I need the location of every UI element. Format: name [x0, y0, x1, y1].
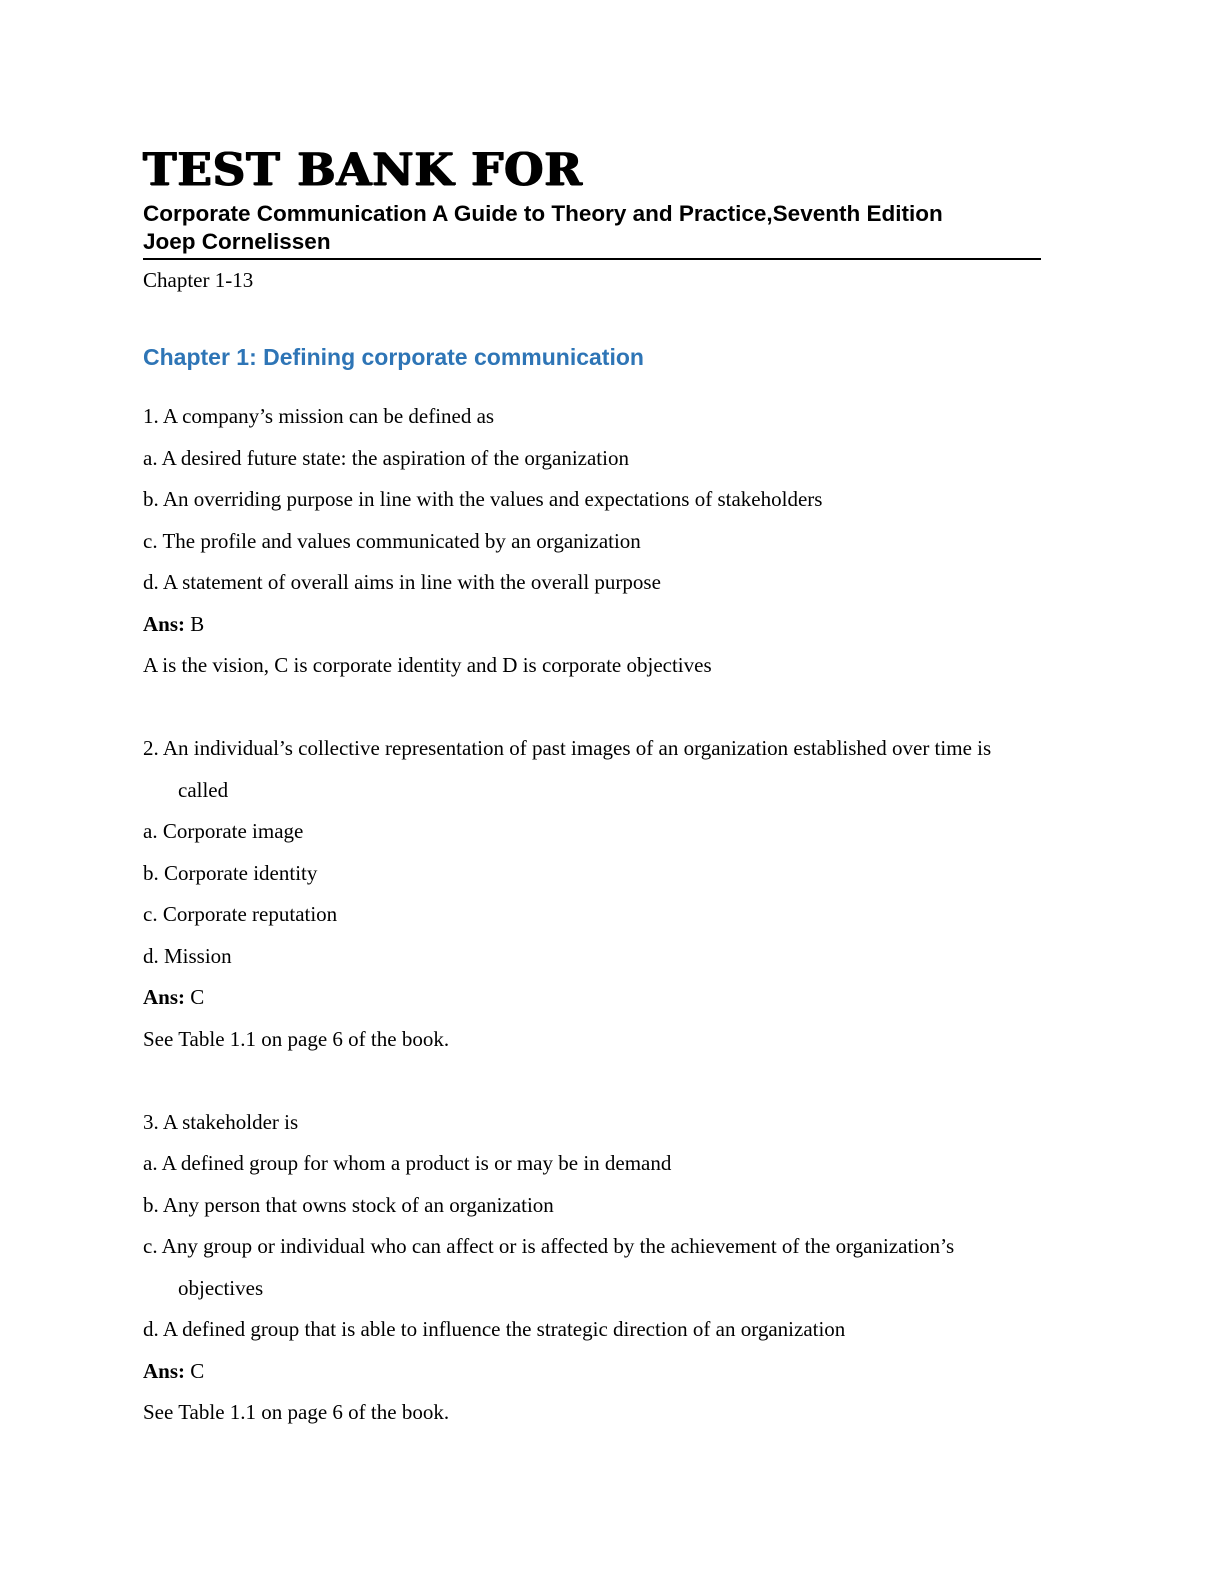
question-option-c: c. Corporate reputation [143, 902, 338, 927]
question-option-d: d. Mission [143, 943, 232, 968]
section-heading: Chapter 1: Defining corporate communication [143, 344, 644, 371]
answer-label: Ans: [143, 985, 186, 1010]
answer-label: Ans: [143, 1358, 186, 1383]
answer-note: See Table 1.1 on page 6 of the book. [143, 1400, 450, 1425]
document-subtitle: Corporate Communication A Guide to Theory and Practice,Seventh Edition [143, 201, 943, 227]
question-stem: 3. A stakeholder is [143, 1109, 299, 1134]
header-divider [143, 258, 1041, 260]
answer-line [143, 1351, 1023, 1393]
question-block-2 [143, 728, 1023, 1060]
answer-value: B [190, 611, 205, 636]
question-stem: 2. An individual’s collective representation of past images of an organization established over time is called [143, 736, 992, 802]
answer-note: A is the vision, C is corporate identity and D is corporate objectives [143, 653, 712, 678]
question-option-a: a. A desired future state: the aspiration of the organization [143, 445, 629, 470]
question-option-b: b. Any person that owns stock of an organization [143, 1192, 554, 1217]
document-title: TEST BANK FOR [143, 143, 583, 196]
question-option-d: d. A statement of overall aims in line with the overall purpose [143, 570, 661, 595]
question-option-c: c. The profile and values communicated by an organization [143, 528, 641, 553]
answer-label: Ans: [143, 611, 186, 636]
question-option-b: b. Corporate identity [143, 860, 318, 885]
answer-line [143, 977, 1023, 1019]
answer-line [143, 604, 1023, 646]
chapter-range: Chapter 1-13 [143, 268, 254, 293]
question-stem: 1. A company’s mission can be defined as [143, 404, 495, 429]
question-option-b: b. An overriding purpose in line with the values and expectations of stakeholders [143, 487, 823, 512]
question-block-3 [143, 1102, 1023, 1434]
answer-value: C [190, 1358, 205, 1383]
answer-value: C [190, 985, 205, 1010]
page-content [143, 143, 1041, 1434]
document-author: Joep Cornelissen [143, 228, 331, 254]
answer-note: See Table 1.1 on page 6 of the book. [143, 1026, 450, 1051]
question-option-a: a. A defined group for whom a product is or may be in demand [143, 1151, 672, 1176]
question-option-d: d. A defined group that is able to influence the strategic direction of an organization [143, 1317, 846, 1342]
questions-body [143, 396, 1023, 1434]
question-option-a: a. Corporate image [143, 819, 304, 844]
question-block-1 [143, 396, 1023, 687]
question-option-c: c. Any group or individual who can affect or is affected by the achievement of the organization’s objectives [143, 1234, 955, 1300]
